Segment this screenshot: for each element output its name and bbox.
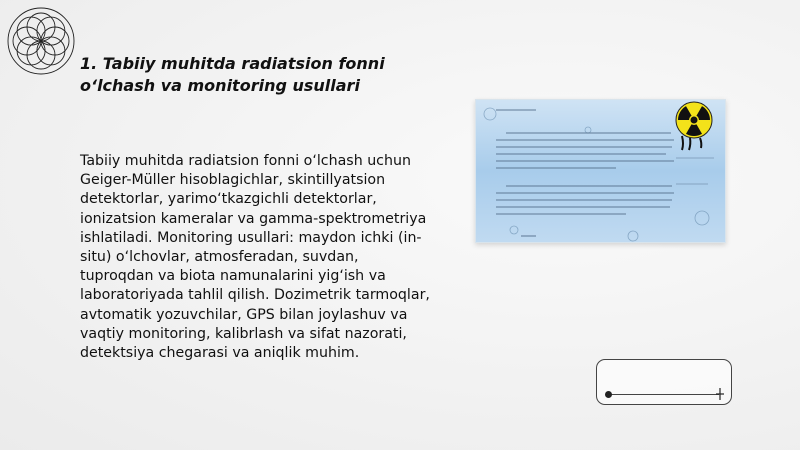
slide-title: 1. Tabiiy muhitda radiatsion fonni o‘lchash va monitoring usullari [80, 54, 385, 95]
spirograph-ornament-icon [4, 4, 78, 78]
player-end-marker-icon [715, 388, 725, 400]
media-player[interactable] [596, 359, 732, 405]
player-progress-track[interactable] [609, 394, 719, 395]
slide-body-text: Tabiiy muhitda radiatsion fonni o‘lchash uchun Geiger-Müller hisoblagichlar, skintillyatsion detektorlar, yarimo‘tkazgichli detektorlar, ionizatsion kameralar va gamma-spektrometriya ishlatiladi. Monitoring usullari: maydon ichki (in-situ) o‘lchovlar, atmosferadan, suvdan, tuproqdan va biota namunalarini yig‘ish va laboratoriyada tahlil qilish. Dozimetrik tarmoqlar, avtomatik yozuvchilar, GPS bilan joylashuv va vaqtiy monitoring, kalibrlash va sifat nazorati, detektsiya chegarasi va aniqlik muhim. [80, 153, 430, 362]
radiation-document-image [475, 99, 726, 243]
player-progress-handle[interactable] [605, 391, 612, 398]
